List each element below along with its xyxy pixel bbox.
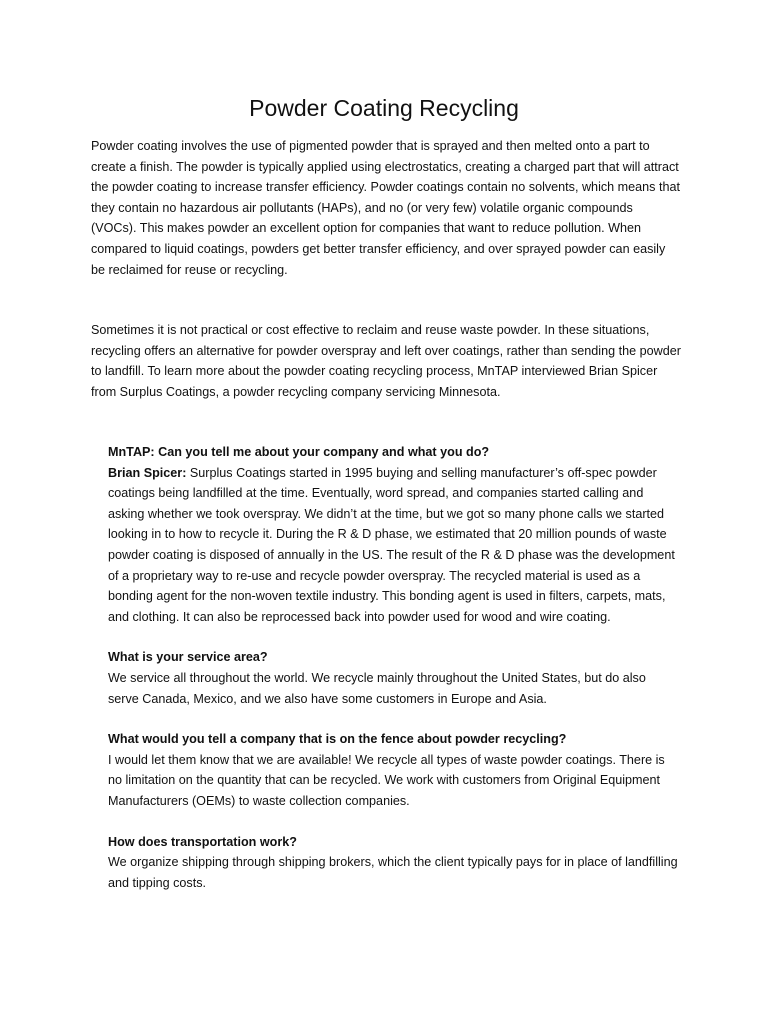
interview-question: MnTAP: Can you tell me about your company and what you do? <box>108 445 490 459</box>
interview-answer: We organize shipping through shipping brokers, which the client typically pays for in place of landfilling and tipping costs. <box>108 855 678 890</box>
interview-answer <box>108 463 680 628</box>
answer-text: Surplus Coatings started in 1995 buying and selling manufacturer’s off-spec powder coatings being landfilled at the time. Eventually, word spread, and companies started calling and asking whether we took overspray. We didn’t at the time, but we got so many phone calls we started looking in to how to recycle it. During the R & D phase, we estimated that 20 million pounds of waste powder coating is disposed of annually in the US. The result of the R & D phase was the development of a proprietary way to re-use and recycle powder overspray. The recycled material is used as a bonding agent for the non-woven textile industry. This bonding agent is used in filters, carpets, mats, and clothing. It can also be reprocessed back into powder used for wood and wire coating. <box>108 465 675 624</box>
interview-question: What is your service area? <box>108 650 268 665</box>
interview-section <box>108 442 680 913</box>
interview-item <box>108 729 680 811</box>
interview-question: What would you tell a company that is on the fence about powder recycling? <box>108 732 567 747</box>
interview-item <box>108 832 680 894</box>
context-paragraph: Sometimes it is not practical or cost effective to reclaim and reuse waste powder. In these situations, recycling offers an alternative for powder overspray and left over coatings, rather than sending the powder to landfill. To learn more about the powder coating recycling process, MnTAP interviewed Brian Spicer from Surplus Coatings, a powder recycling company servicing Minnesota. <box>91 323 681 399</box>
interview-question: How does transportation work? <box>108 834 297 849</box>
interview-answer: I would let them know that we are available! We recycle all types of waste powder coatings. There is no limitation on the quantity that can be recycled. We work with customers from Original Equipment Manufacturers (OEMs) to waste collection companies. <box>108 752 665 808</box>
interview-item <box>108 442 680 627</box>
interview-item <box>108 647 680 709</box>
interview-answer: We service all throughout the world. We recycle mainly throughout the United States, but do also serve Canada, Mexico, and we also have some customers in Europe and Asia. <box>108 670 646 706</box>
page-title: Powder Coating Recycling <box>249 95 519 121</box>
speaker-label: Brian Spicer: <box>108 465 187 480</box>
intro-paragraph: Powder coating involves the use of pigmented powder that is sprayed and then melted onto a part to create a finish. The powder is typically applied using electrostatics, creating a charged part that will attract the powder coating to increase transfer efficiency. Powder coatings contain no solvents, which means that they contain no hazardous air pollutants (HAPs), and no (or very few) volatile organic compounds (VOCs). This makes powder an excellent option for companies that want to reduce pollution. When compared to liquid coatings, powders get better transfer efficiency, and over sprayed powder can easily be reclaimed for reuse or recycling. <box>91 139 680 277</box>
